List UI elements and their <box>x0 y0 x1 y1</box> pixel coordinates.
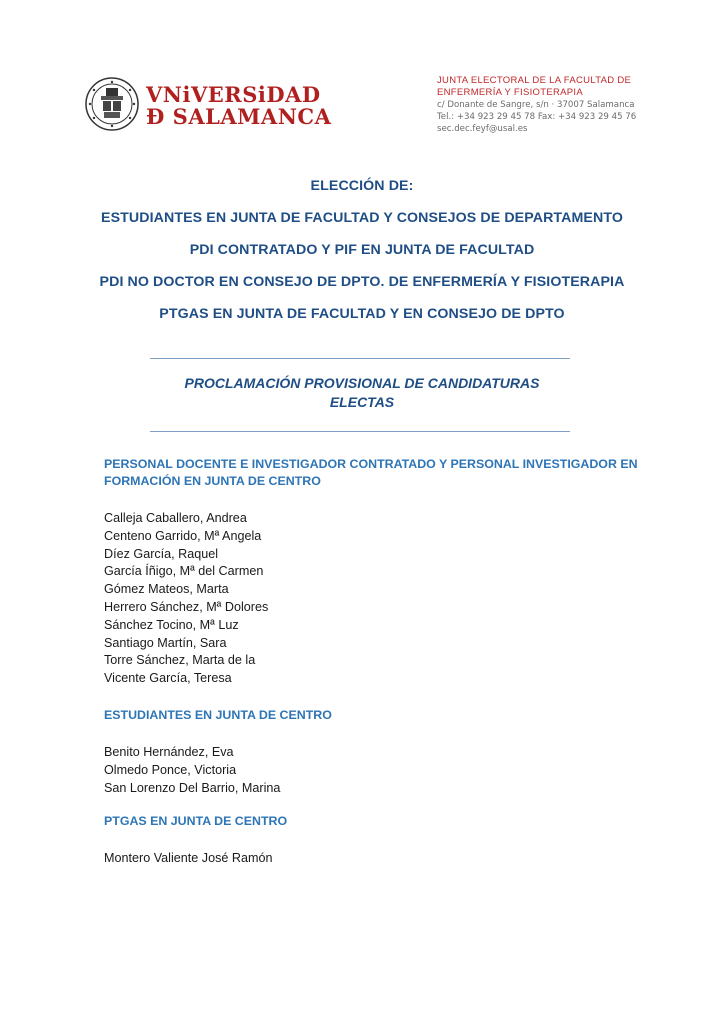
election-titles <box>0 178 724 338</box>
section-title <box>104 456 644 490</box>
candidate-name: Montero Valiente José Ramón <box>104 851 273 865</box>
logo-line-1: VNiVERSiDAD <box>146 82 321 107</box>
candidate-name: Vicente García, Teresa <box>104 671 232 686</box>
candidate-name: Calleja Caballero, Andrea <box>104 511 247 525</box>
proclamation-line-1: PROCLAMACIÓN PROVISIONAL DE CANDIDATURAS <box>184 375 540 391</box>
section-title-line-1: PERSONAL DOCENTE E INVESTIGADOR CONTRATADO Y PERSONAL INVESTIGADOR EN <box>104 457 638 471</box>
letterhead-title-1: JUNTA ELECTORAL DE LA FACULTAD DE <box>437 75 632 86</box>
election-line: PDI NO DOCTOR EN CONSEJO DE DPTO. DE ENFERMERÍA Y FISIOTERAPIA <box>99 274 625 290</box>
candidate-name: Sánchez Tocino, Mª Luz <box>104 617 239 632</box>
section-ptgas <box>104 813 644 868</box>
letterhead-title-2: ENFERMERÍA Y FISIOTERAPIA <box>437 87 583 98</box>
letterhead-phone: Tel.: +34 923 29 45 78 Fax: +34 923 29 45 76 <box>437 112 637 122</box>
section-title-line-2: FORMACIÓN EN JUNTA DE CENTRO <box>104 474 321 488</box>
logo-line-2: Ð SALAMANCA <box>146 104 332 129</box>
divider-top <box>150 358 570 359</box>
election-line: PTGAS EN JUNTA DE FACULTAD Y EN CONSEJO DE DPTO <box>159 306 565 322</box>
candidate-name: García Íñigo, Mª del Carmen <box>104 564 264 579</box>
candidate-name: San Lorenzo Del Barrio, Marina <box>104 780 281 795</box>
election-heading: ELECCIÓN DE: <box>310 178 414 194</box>
university-seal-icon <box>84 76 140 132</box>
university-logo <box>84 76 332 140</box>
letterhead-address: c/ Donante de Sangre, s/n · 37007 Salamanca <box>437 100 635 110</box>
section-pdi-contratado <box>104 456 644 688</box>
letterhead-email: sec.dec.feyf@usal.es <box>437 124 528 134</box>
proclamation-title <box>0 374 724 412</box>
election-line: PDI CONTRATADO Y PIF EN JUNTA DE FACULTAD <box>189 242 535 258</box>
section-estudiantes <box>104 707 644 797</box>
candidate-name: Díez García, Raquel <box>104 546 219 561</box>
candidate-name: Benito Hernández, Eva <box>104 745 234 759</box>
candidate-name: Centeno Garrido, Mª Angela <box>104 528 262 543</box>
candidate-name: Torre Sánchez, Marta de la <box>104 653 256 668</box>
divider-bottom <box>150 431 570 432</box>
candidate-list <box>104 510 644 688</box>
letterhead <box>437 75 687 135</box>
section-title: ESTUDIANTES EN JUNTA DE CENTRO <box>104 708 332 722</box>
section-title: PTGAS EN JUNTA DE CENTRO <box>104 814 288 828</box>
election-line: ESTUDIANTES EN JUNTA DE FACULTAD Y CONSEJOS DE DEPARTAMENTO <box>101 210 623 226</box>
candidate-name: Herrero Sánchez, Mª Dolores <box>104 599 269 614</box>
candidate-name: Gómez Mateos, Marta <box>104 582 229 597</box>
candidate-name: Santiago Martín, Sara <box>104 635 227 650</box>
candidate-list <box>104 850 644 868</box>
candidate-list <box>104 744 644 797</box>
logo-wordmark <box>146 84 331 128</box>
candidate-name: Olmedo Ponce, Victoria <box>104 762 237 777</box>
proclamation-line-2: ELECTAS <box>329 394 395 410</box>
